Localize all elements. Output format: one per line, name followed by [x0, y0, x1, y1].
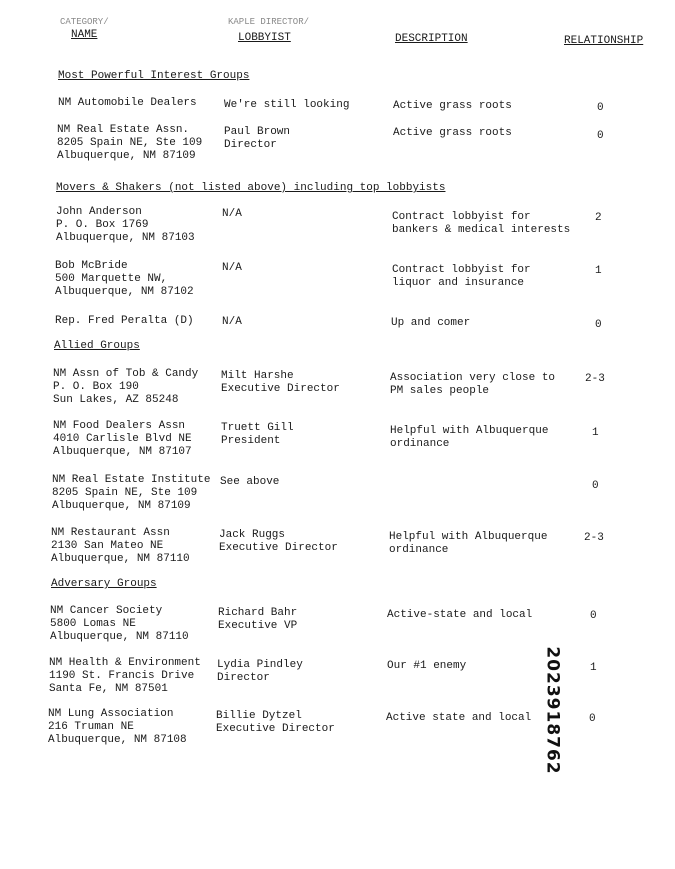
- entry-description: Active grass roots: [393, 100, 512, 112]
- entry-description: Helpful with Albuquerque ordinance: [389, 531, 548, 556]
- entry-description: Up and comer: [391, 317, 471, 329]
- entry-relationship: 2-3: [585, 373, 605, 385]
- section-title: Most Powerful Interest Groups: [58, 70, 250, 82]
- entry-name: Bob McBride 500 Marquette NW, Albuquerque, NM 87102: [55, 260, 194, 298]
- entry-lobbyist: N/A: [222, 208, 242, 220]
- entry-lobbyist: Billie Dytzel Executive Director: [216, 710, 335, 735]
- header-director-faint: KAPLE DIRECTOR/: [228, 17, 310, 27]
- entry-description: Active state and local: [386, 712, 532, 724]
- entry-lobbyist: N/A: [222, 316, 242, 328]
- entry-lobbyist: Jack Ruggs Executive Director: [219, 529, 338, 554]
- header-name: NAME: [71, 29, 98, 41]
- header-description: DESCRIPTION: [395, 33, 468, 45]
- section-title: Allied Groups: [54, 340, 140, 352]
- header-lobbyist: LOBBYIST: [238, 32, 291, 44]
- entry-lobbyist: Truett Gill President: [221, 422, 294, 447]
- entry-description: Contract lobbyist for bankers & medical interests: [392, 211, 571, 236]
- entry-description: Our #1 enemy: [387, 660, 467, 672]
- entry-relationship: 1: [595, 265, 602, 277]
- entry-name: NM Assn of Tob & Candy P. O. Box 190 Sun Lakes, AZ 85248: [53, 368, 199, 406]
- entry-name: NM Automobile Dealers: [58, 97, 197, 109]
- entry-description: Active-state and local: [387, 609, 533, 621]
- entry-relationship: 0: [597, 130, 604, 142]
- entry-relationship: 0: [595, 319, 602, 331]
- entry-lobbyist: N/A: [222, 262, 242, 274]
- entry-relationship: 0: [589, 713, 596, 725]
- entry-relationship: 0: [592, 480, 599, 492]
- entry-name: NM Cancer Society 5800 Lomas NE Albuquerque, NM 87110: [50, 605, 189, 643]
- entry-name: NM Real Estate Assn. 8205 Spain NE, Ste 109 Albuquerque, NM 87109: [57, 124, 203, 162]
- document-id-stamp: 2023918762: [542, 646, 563, 775]
- entry-description: Helpful with Albuquerque ordinance: [390, 425, 549, 450]
- entry-name: John Anderson P. O. Box 1769 Albuquerque, NM 87103: [56, 206, 195, 244]
- entry-relationship: 0: [597, 102, 604, 114]
- entry-name: NM Food Dealers Assn 4010 Carlisle Blvd NE Albuquerque, NM 87107: [53, 420, 192, 458]
- entry-name: Rep. Fred Peralta (D): [55, 315, 194, 327]
- section-title: Adversary Groups: [51, 578, 157, 590]
- entry-lobbyist: Milt Harshe Executive Director: [221, 370, 340, 395]
- entry-relationship: 1: [590, 662, 597, 674]
- header-category-faint: CATEGORY/: [60, 17, 109, 27]
- entry-name: NM Lung Association 216 Truman NE Albuquerque, NM 87108: [48, 708, 187, 746]
- entry-description: Contract lobbyist for liquor and insurance: [392, 264, 531, 289]
- header-relationship: RELATIONSHIP: [564, 35, 644, 47]
- entry-relationship: 2-3: [584, 532, 604, 544]
- section-title: Movers & Shakers (not listed above) including top lobbyists: [56, 182, 446, 194]
- entry-lobbyist: Paul Brown Director: [224, 126, 291, 151]
- entry-name: NM Real Estate Institute 8205 Spain NE, Ste 109 Albuquerque, NM 87109: [52, 474, 211, 512]
- entry-lobbyist: We're still looking: [224, 99, 350, 111]
- entry-name: NM Restaurant Assn 2130 San Mateo NE Albuquerque, NM 87110: [51, 527, 190, 565]
- entry-name: NM Health & Environment 1190 St. Francis Drive Santa Fe, NM 87501: [49, 657, 201, 695]
- entry-description: Association very close to PM sales people: [390, 372, 556, 397]
- entry-lobbyist: Richard Bahr Executive VP: [218, 607, 298, 632]
- entry-lobbyist: See above: [220, 476, 280, 488]
- entry-description: Active grass roots: [393, 127, 512, 139]
- entry-relationship: 1: [592, 427, 599, 439]
- entry-lobbyist: Lydia Pindley Director: [217, 659, 303, 684]
- entry-relationship: 0: [590, 610, 597, 622]
- entry-relationship: 2: [595, 212, 602, 224]
